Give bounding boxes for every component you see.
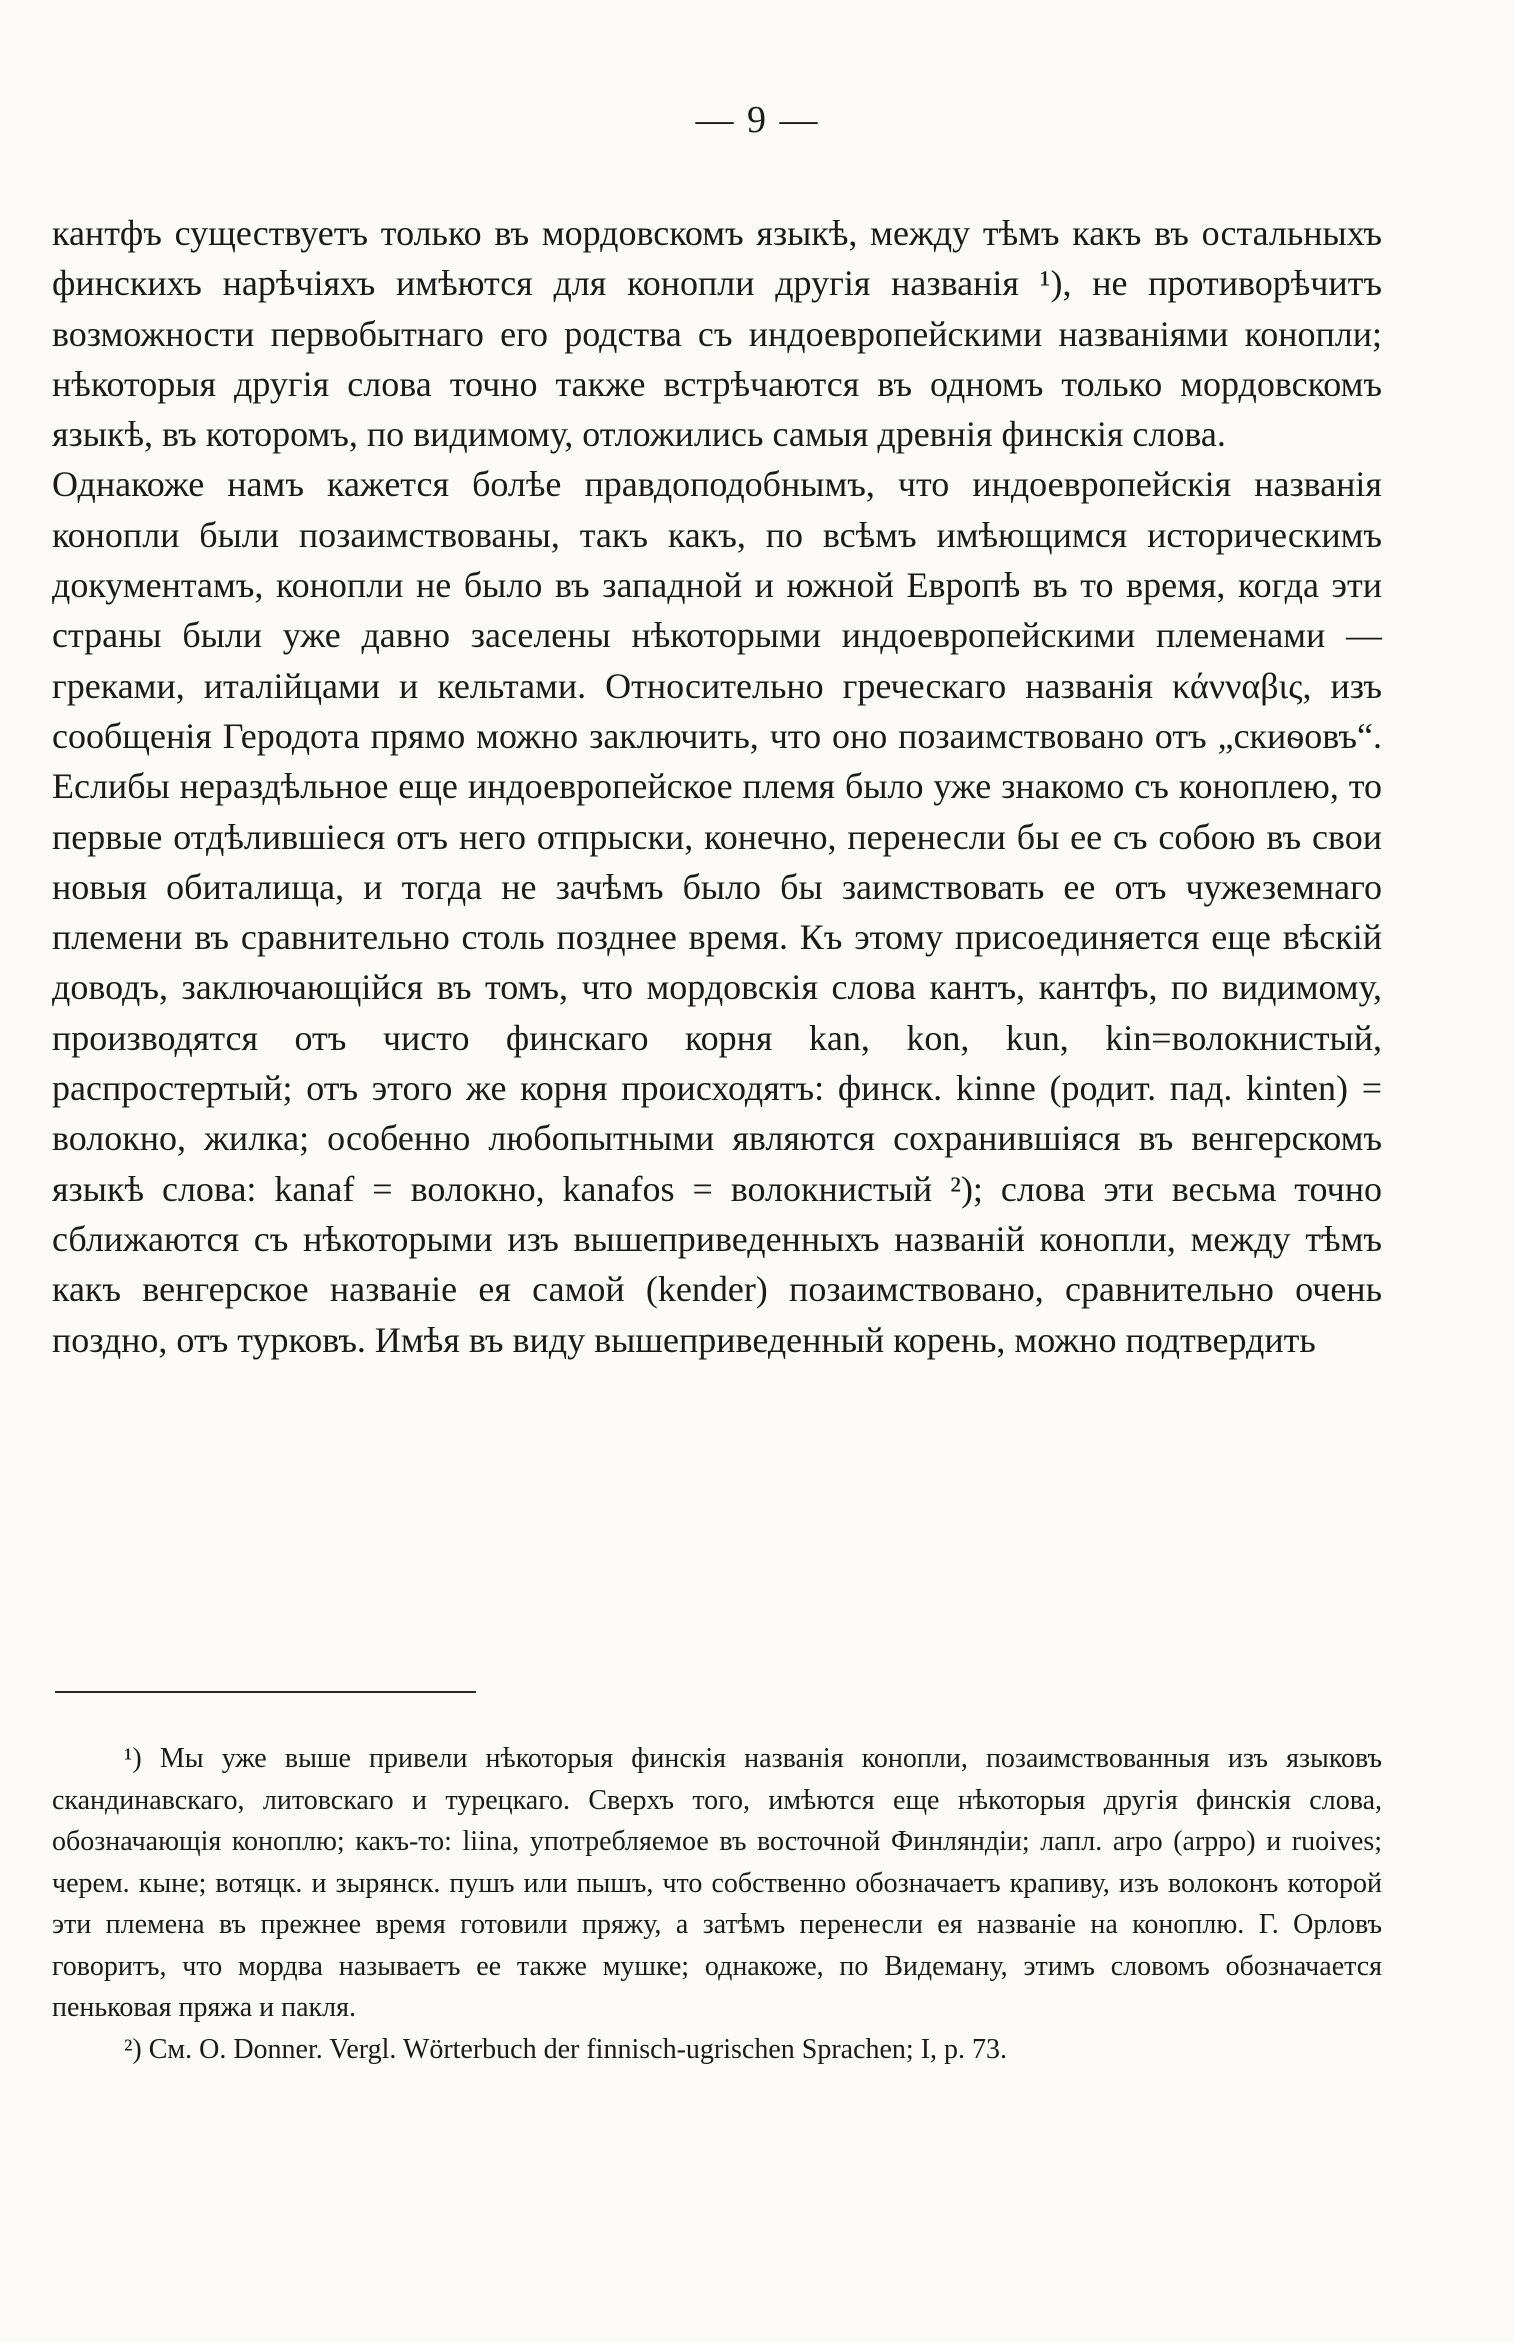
footnote-marker: ¹) xyxy=(124,1743,142,1774)
footnote xyxy=(52,2029,1382,2071)
footnote xyxy=(52,1738,1382,2029)
footnote-text: Мы уже выше привели нѣкоторыя финскія названія конопли, позаимствованныя изъ языковъ скандинавскаго, литовскаго и турецкаго. Сверхъ того, имѣются еще нѣкоторыя другія финскія слова, обозначающія коноплю; какъ-то: liina, употребляемое въ восточной Финляндіи; лапл. arpo (arppo) и ruoives; черем. кыне; вотяцк. и зырянск. пушъ или пышъ, что собственно обозначаетъ крапиву, изъ волоконъ которой эти племена въ прежнее время готовили пряжу, а затѣмъ перенесли ея названіе на коноплю. Г. Орловъ говоритъ, что мордва называетъ ее также мушке; однакоже, по Видеману, этимъ словомъ обозначается пеньковая пряжа и пакля. xyxy=(52,1743,1382,2023)
paragraph: кантфъ существуетъ только въ мордовскомъ языкѣ, между тѣмъ какъ въ остальныхъ финскихъ нарѣчіяхъ имѣются для конопли другія названія ¹), не противорѣчитъ возможности первобытнаго его родства съ индоевропейскими названіями конопли; нѣкоторыя другія слова точно также встрѣчаются въ одномъ только мордовскомъ языкѣ, въ которомъ, по видимому, отложились самыя древнія финскія слова. xyxy=(52,213,1382,455)
main-text xyxy=(52,208,1382,1365)
footnotes xyxy=(52,1738,1382,2070)
paragraph: Однакоже намъ кажется болѣе правдоподобнымъ, что индоевропейскія названія конопли были позаимствованы, такъ какъ, по всѣмъ имѣющимся историческимъ документамъ, конопли не было въ западной и южной Европѣ въ то время, когда эти страны были уже давно заселены нѣкоторыми индоевропейскими племенами — греками, италійцами и кельтами. Относительно греческаго названія κάνναβις, изъ сообщенія Геродота прямо можно заключить, что оно позаимствовано отъ „скиѳовъ“. Еслибы нераздѣльное еще индоевропейское племя было уже знакомо съ коноплею, то первые отдѣлившіеся отъ него отпрыски, конечно, перенесли бы ее съ собою въ свои новыя обиталища, и тогда не зачѣмъ было бы заимствовать ее отъ чужеземнаго племени въ сравнительно столь позднее время. Къ этому присоединяется еще вѣскій доводъ, заключающійся въ томъ, что мордовскія слова кантъ, кантфъ, по видимому, производятся отъ чисто финскаго корня kan, kon, kun, kin=волокнистый, распростертый; отъ этого же корня происходятъ: финск. kinne (родит. пад. kinten) = волокно, жилка; особенно любопытными являются сохранившіяся въ венгерскомъ языкѣ слова: kanaf = волокно, kanafos = волокнистый ²); слова эти весьма точно сближаются съ нѣкоторыми изъ вышеприведенныхъ названій конопли, между тѣмъ какъ венгерское названіе ея самой (kender) позаимствовано, сравнительно очень поздно, отъ турковъ. Имѣя въ виду вышеприведенный корень, можно подтвердить xyxy=(52,464,1382,1360)
footnote-marker: ²) xyxy=(124,2033,142,2065)
footnote-text: См. O. Donner. Vergl. Wörterbuch der finnisch-ugrischen Sprachen; I, p. 73. xyxy=(141,2033,1008,2065)
page-number: — 9 — xyxy=(695,99,820,141)
footnote-divider xyxy=(55,1691,476,1693)
